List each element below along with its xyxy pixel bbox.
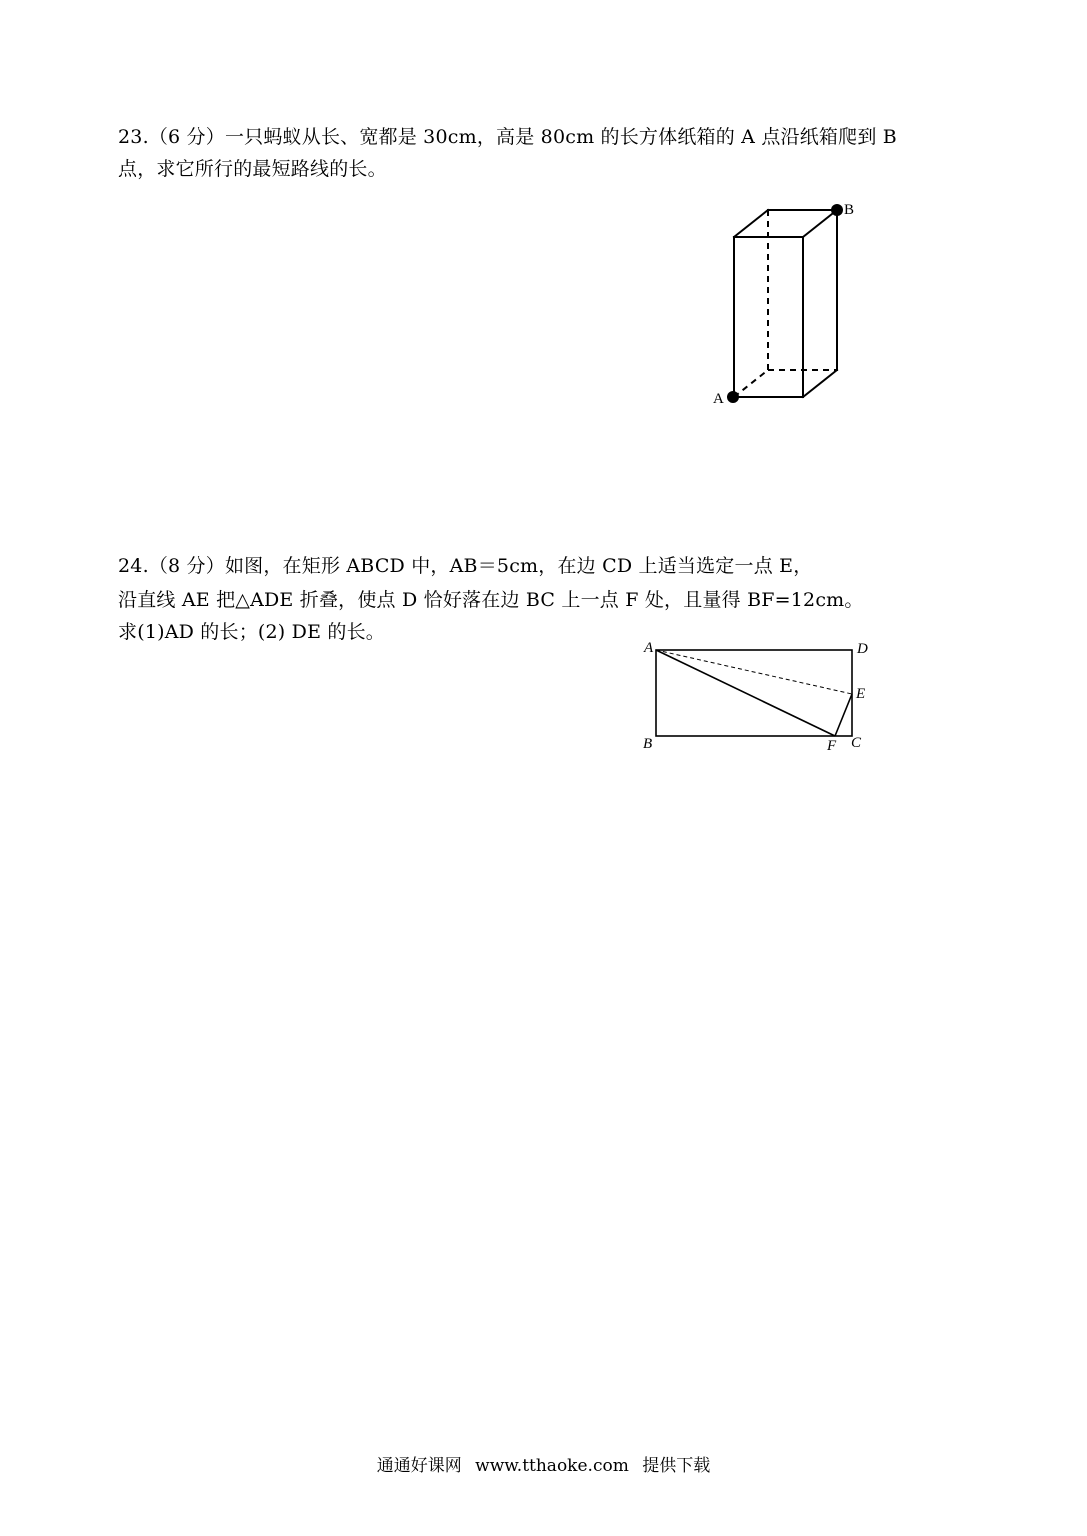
page-footer bbox=[0, 1455, 1087, 1477]
segment-af bbox=[656, 650, 835, 736]
cuboid-front-face bbox=[734, 237, 803, 397]
point-a-label: A bbox=[713, 391, 724, 407]
cuboid-edge bbox=[803, 210, 837, 237]
rectangle-fold-figure bbox=[635, 635, 875, 760]
label-b: B bbox=[643, 736, 653, 752]
rectangle-abcd bbox=[656, 650, 852, 736]
label-e: E bbox=[856, 686, 866, 702]
point-a-marker bbox=[727, 391, 739, 403]
question-23-line-1: 23.（6 分）一只蚂蚁从长、宽都是 30cm，高是 80cm 的长方体纸箱的 A 点沿纸箱爬到 B bbox=[118, 126, 897, 148]
label-d: D bbox=[857, 641, 868, 657]
cuboid-edge bbox=[803, 370, 837, 397]
question-24-line-2: 沿直线 AE 把△ADE 折叠，使点 D 恰好落在边 BC 上一点 F 处，且量得 BF=12cm。 bbox=[118, 589, 864, 611]
cuboid-edge bbox=[734, 210, 768, 237]
segment-ae-dashed bbox=[656, 650, 852, 694]
question-24-line-1: 24.（8 分）如图，在矩形 ABCD 中，AB＝5cm，在边 CD 上适当选定一点 E， bbox=[118, 555, 813, 577]
question-23-line-2: 点，求它所行的最短路线的长。 bbox=[118, 158, 387, 180]
label-a: A bbox=[644, 640, 654, 656]
question-24-line-3: 求(1)AD 的长；(2) DE 的长。 bbox=[118, 621, 386, 643]
point-b-label: B bbox=[844, 202, 855, 218]
label-f: F bbox=[827, 738, 837, 754]
cuboid-box-figure bbox=[700, 195, 870, 410]
label-c: C bbox=[851, 735, 862, 751]
cuboid-hidden-edge bbox=[734, 370, 768, 397]
point-b-marker bbox=[831, 204, 843, 216]
footer-url[interactable]: www.tthaoke.com bbox=[475, 1456, 629, 1476]
footer-site-name: 通通好课网 bbox=[376, 1456, 462, 1476]
segment-fe bbox=[835, 694, 852, 736]
footer-provider: 提供下载 bbox=[642, 1456, 711, 1476]
